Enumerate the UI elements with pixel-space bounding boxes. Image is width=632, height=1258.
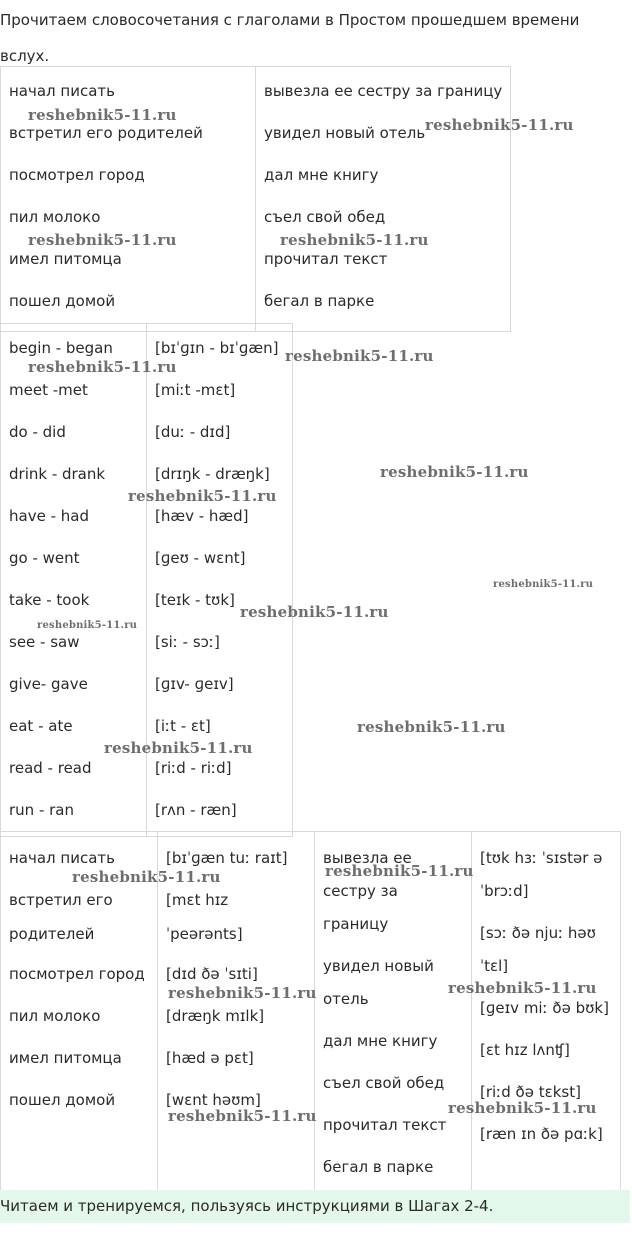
phrase-item: вывезла ее сестру за границу [264, 82, 503, 100]
watermark: reshebnik5-11.ru [128, 487, 277, 505]
phrase-item: пошел домой [9, 292, 116, 310]
watermark: reshebnik5-11.ru [357, 718, 506, 736]
transcription-item: [ɡeɪv miː ðə bʊk] [480, 999, 609, 1017]
intro-text: Прочитаем словосочетания с глаголами в Простом прошедшем времени вслух. [0, 11, 580, 65]
verb-item: go - went [9, 549, 80, 567]
phrase-item: съел свой обед [264, 208, 386, 226]
phrase-item: начал писать [9, 849, 115, 867]
phrase-item: родителей [9, 925, 95, 943]
t3-column-tr-2 [472, 832, 621, 1194]
transcription-item: [riːd - riːd] [155, 759, 232, 777]
transcription-item: [siː - sɔː] [155, 633, 220, 651]
watermark: reshebnik5-11.ru [380, 463, 529, 481]
verb-item: take - took [9, 591, 90, 609]
phrase-item: пошел домой [9, 1091, 116, 1109]
transcription-item: [tʊk hɜː ˈsɪstər ə [480, 849, 603, 867]
watermark: reshebnik5-11.ru [240, 603, 389, 621]
transcription-item: [sɔː ðə njuː həʊ [480, 924, 596, 942]
transcription-item: [ræn ɪn ðə pɑːk] [480, 1125, 603, 1143]
phrase-item: бегал в парке [264, 292, 375, 310]
transcription-item: [dræŋk mɪlk] [166, 1007, 265, 1025]
transcription-item: [ɡeʊ - wɛnt] [155, 549, 246, 567]
watermark: reshebnik5-11.ru [493, 579, 594, 590]
phrase-item: пил молоко [9, 1007, 101, 1025]
phrase-item: съел свой обед [323, 1074, 445, 1092]
transcription-item: [hæv - hæd] [155, 507, 249, 525]
verb-item: meet -met [9, 381, 88, 399]
phrase-item: дал мне книгу [323, 1032, 438, 1050]
watermark: reshebnik5-11.ru [448, 1099, 597, 1117]
watermark: reshebnik5-11.ru [285, 347, 434, 365]
watermark: reshebnik5-11.ru [28, 231, 177, 249]
phrase-item: встретил его родителей [9, 124, 203, 142]
transcription-item: [wɛnt həʊm] [166, 1091, 261, 1109]
transcription-item: [drɪŋk - dræŋk] [155, 465, 270, 483]
transcription-item: [ɡɪv- ɡeɪv] [155, 675, 234, 693]
watermark: reshebnik5-11.ru [280, 231, 429, 249]
phrase-item: бегал в парке [323, 1158, 434, 1176]
verbs-column [1, 324, 147, 837]
phrase-item: имел питомца [9, 1049, 122, 1067]
phrase-item: дал мне книгу [264, 166, 379, 184]
phrase-item: прочитал текст [264, 250, 388, 268]
phrases-column-ru-2 [256, 67, 511, 332]
watermark: reshebnik5-11.ru [37, 620, 138, 631]
transcription-item: [hæd ə pɛt] [166, 1049, 254, 1067]
watermark: reshebnik5-11.ru [72, 868, 221, 886]
phrase-item: посмотрел город [9, 166, 145, 184]
verb-item: read - read [9, 759, 92, 777]
transcription-item: [teɪk - tʊk] [155, 591, 235, 609]
t3-column-ru-2 [315, 832, 472, 1194]
phrase-item: вывезла ее [323, 849, 412, 867]
watermark: reshebnik5-11.ru [28, 358, 177, 376]
watermark: reshebnik5-11.ru [325, 862, 474, 880]
watermark: reshebnik5-11.ru [168, 984, 317, 1002]
transcription-item: ˈpeərənts] [166, 925, 243, 943]
phrase-item: границу [323, 915, 389, 933]
transcription-item: [iːt - ɛt] [155, 717, 211, 735]
verb-item: do - did [9, 423, 66, 441]
transcription-item: [bɪˈɡɪn - bɪˈɡæn] [155, 339, 279, 357]
verb-item: begin - began [9, 339, 113, 357]
verb-item: have - had [9, 507, 89, 525]
transcription-item: [riːd ðə tɛkst] [480, 1083, 581, 1101]
transcriptions-column [147, 324, 293, 837]
watermark: reshebnik5-11.ru [448, 979, 597, 997]
footer-instruction: Читаем и тренируемся, пользуясь инструкциями в Шагах 2-4. [0, 1190, 630, 1223]
verb-item: give- gave [9, 675, 88, 693]
transcription-item: [duː - dɪd] [155, 423, 231, 441]
watermark: reshebnik5-11.ru [28, 106, 177, 124]
transcription-item: [mɛt hɪz [166, 891, 229, 909]
phrase-item: увидел новый отель [264, 124, 426, 142]
phrase-item: начал писать [9, 82, 115, 100]
phrase-item: посмотрел город [9, 965, 145, 983]
transcription-item: ˈtɛl] [480, 957, 509, 975]
verb-item: eat - ate [9, 717, 73, 735]
verb-item: drink - drank [9, 465, 106, 483]
verbs-table [0, 323, 293, 837]
phrase-item: встретил его [9, 891, 113, 909]
watermark: reshebnik5-11.ru [168, 1107, 317, 1125]
transcription-item: [bɪˈɡæn tuː raɪt] [166, 849, 288, 867]
phrase-item: прочитал текст [323, 1116, 447, 1134]
transcription-item: ˈbrɔːd] [480, 882, 529, 900]
transcription-item: [dɪd ðə ˈsɪti] [166, 965, 258, 983]
phrase-item: имел питомца [9, 250, 122, 268]
phrase-item: пил молоко [9, 208, 101, 226]
transcription-item: [ɛt hɪz lʌnʧ] [480, 1041, 570, 1059]
verb-item: run - ran [9, 801, 74, 819]
transcription-item: [miːt -mɛt] [155, 381, 236, 399]
verb-item: see - saw [9, 633, 80, 651]
transcription-item: [rʌn - ræn] [155, 801, 237, 819]
phrase-item: сестру за [323, 882, 398, 900]
phrase-item: увидел новый [323, 957, 434, 975]
watermark: reshebnik5-11.ru [104, 739, 253, 757]
watermark: reshebnik5-11.ru [425, 116, 574, 134]
phrase-item: отель [323, 990, 369, 1008]
